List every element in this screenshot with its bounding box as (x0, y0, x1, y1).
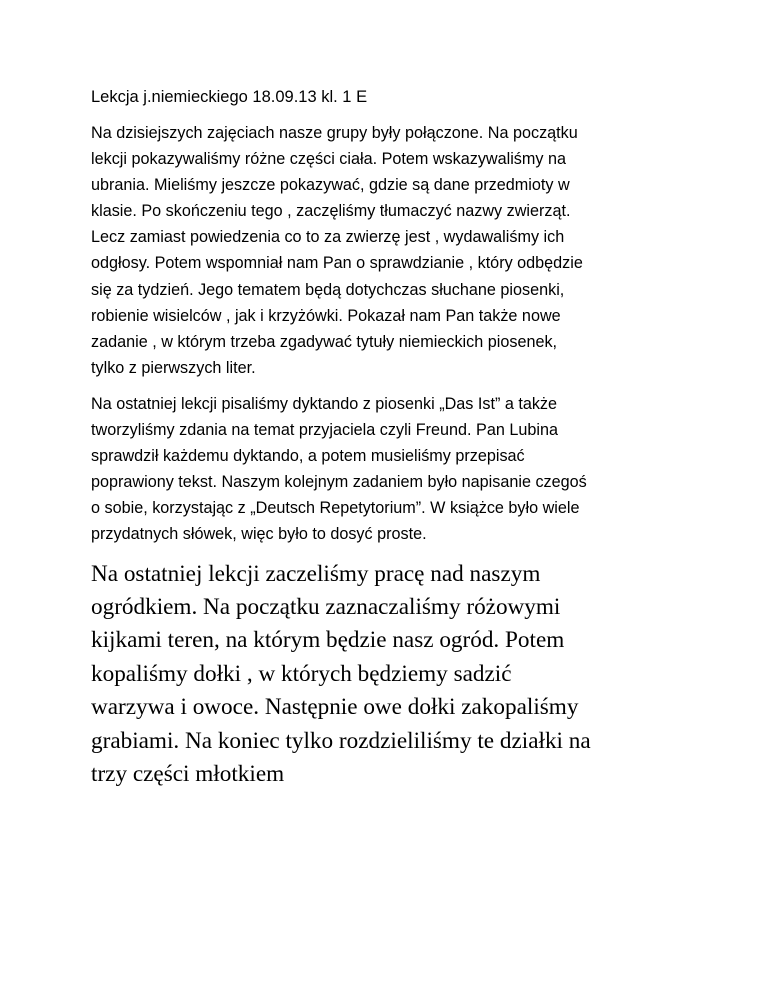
text-line: tylko z pierwszych liter. (91, 358, 256, 377)
text-line: kopaliśmy dołki , w których będziemy sadzić (91, 660, 512, 687)
paragraph-lesson-1 (91, 120, 691, 381)
text-line: Na ostatniej lekcji zaczeliśmy pracę nad naszym (91, 560, 541, 587)
text-line: się za tydzień. Jego tematem będą dotychczas słuchane piosenki, (91, 280, 565, 299)
text-line: klasie. Po skończeniu tego , zaczęliśmy tłumaczyć nazwy zwierząt. (91, 202, 571, 221)
text-line: warzywa i owoce. Następnie owe dołki zakopaliśmy (91, 694, 579, 721)
text-line: lekcji pokazywaliśmy różne części ciała. Potem wskazywaliśmy na (91, 150, 566, 169)
text-line: o sobie, korzystając z „Deutsch Repetytorium”. W książce było wiele (91, 499, 580, 518)
document-page (91, 84, 691, 791)
text-line: ubrania. Mieliśmy jeszcze pokazywać, gdzie są dane przedmioty w (91, 176, 570, 195)
text-line: zadanie , w którym trzeba zgadywać tytuły niemieckich piosenek, (91, 332, 558, 351)
text-line: trzy części młotkiem (91, 760, 285, 787)
paragraph-lesson-3 (91, 558, 691, 792)
text-line: robienie wisielców , jak i krzyżówki. Pokazał nam Pan także nowe (91, 306, 561, 325)
document-heading: Lekcja j.niemieckiego 18.09.13 kl. 1 E (91, 88, 368, 106)
text-line: Lecz zamiast powiedzenia co to za zwierzę jest , wydawaliśmy ich (91, 228, 565, 247)
paragraph-lesson-2 (91, 391, 691, 548)
text-line: poprawiony tekst. Naszym kolejnym zadaniem było napisanie czegoś (91, 473, 587, 492)
text-line: kijkami teren, na którym będzie nasz ogród. Potem (91, 627, 565, 654)
text-line: sprawdził każdemu dyktando, a potem musieliśmy przepisać (91, 447, 525, 466)
text-line: Na ostatniej lekcji pisaliśmy dyktando z piosenki „Das Ist” a także (91, 394, 558, 413)
text-line: Na dzisiejszych zajęciach nasze grupy były połączone. Na początku (91, 124, 578, 142)
text-line: przydatnych słówek, więc było to dosyć proste. (91, 525, 427, 544)
text-line: tworzyliśmy zdania na temat przyjaciela czyli Freund. Pan Lubina (91, 421, 558, 440)
text-line: ogródkiem. Na początku zaznaczaliśmy różowymi (91, 593, 561, 620)
text-line: odgłosy. Potem wspomniał nam Pan o sprawdzianie , który odbędzie (91, 254, 583, 273)
text-line: grabiami. Na koniec tylko rozdzieliliśmy te działki na (91, 727, 591, 754)
